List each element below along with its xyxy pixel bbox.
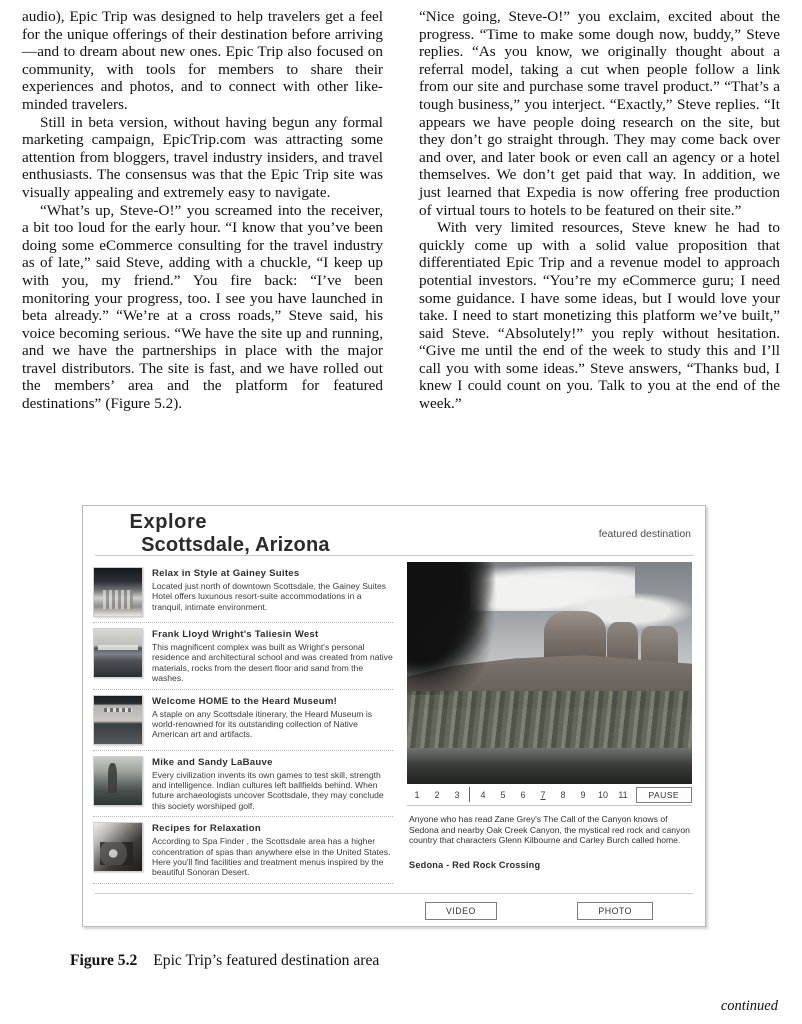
right-text-column [419,8,780,413]
paragraph: Still in beta version, without having begun any formal marketing campaign, EpicTrip.com was attracting some attention from bloggers, travel industry insiders, and travel enthusiasts. The consensus was that the Epic Trip site was visually appealing and extremely easy to navigate. [22,113,383,201]
attraction-description: A staple on any Scottsdale itinerary, the Heard Museum is world-renowned for its outstanding collection of Native American art and artifacts. [152,708,373,740]
photo-caption: Anyone who has read Zane Grey's The Call of the Canyon knows of Sedona and nearby Oak Creek Canyon, the mystical red rock and canyon country that characters Glenn Kilbourne and Carley Burch called home. [409,814,690,846]
pager-page-10[interactable]: 10 [597,789,608,800]
paragraph: “Nice going, Steve-O!” you exclaim, excited about the progress. “Time to make some dough now, buddy,” Steve replies. “As you know, we originally thought about a referral model, taking a cut when people follow a link from our site and purchase some travel product.” “That’s a tough business,” you interject. “Exactly,” Steve replies. “It appears we have people doing research on the site, but they don’t go straight through. They may come back over and over, and later book or even call an agency or a hotel themselves. We don’t get paid that way. In addition, we just learned that Expedia is now offering free production of virtual tours to hotels to be featured on their site.” [419,8,780,219]
attraction-text [152,628,393,684]
video-button[interactable]: VIDEO [425,902,497,920]
pager-page-7-active[interactable]: 7 [540,789,546,800]
photo-button[interactable]: PHOTO [577,902,653,920]
attraction-text [152,756,393,812]
attraction-thumbnail-icon[interactable] [93,567,143,617]
attraction-title[interactable]: Relax in Style at Gainey Suites [152,568,300,579]
attraction-text [152,695,393,745]
photo-pagination[interactable] [407,784,692,806]
pager-divider [469,787,470,802]
attraction-description: This magnificent complex was built as Wright's personal residence and architectural school and was created from native materials, rocks from the desert floor and sand from the washes. [152,642,393,684]
figure-caption [70,952,379,970]
pause-button[interactable]: PAUSE [636,787,693,803]
photo-foliage [407,691,692,753]
pager-page-1[interactable]: 1 [414,789,420,800]
list-item[interactable] [93,817,393,884]
attraction-description: Every civilization invents its own games to test skill, strength and intelligence. Indian cultures left ballfields behind. When future archaeologists uncover Scottsdale, they may conclude this society worshiped golf. [152,769,384,811]
left-text-column [22,8,383,413]
panel-subtitle: featured destination [598,528,691,540]
attraction-text [152,567,393,617]
figure-caption-text: Epic Trip’s featured destination area [153,952,380,969]
photo-tree-branch [407,562,521,695]
panel-footer [95,893,693,920]
featured-destination-panel [82,505,706,927]
figure-label: Figure 5.2 [70,952,138,969]
attraction-description: Located just north of downtown Scottsdale, the Gainey Suites Hotel offers luxunous resort-suite accommodations in a tranquil, intimate environment. [152,581,387,612]
panel-title-place: Scottsdale, Arizona [141,534,330,556]
attraction-thumbnail-icon[interactable] [93,628,143,678]
attraction-title[interactable]: Recipes for Relaxation [152,823,261,835]
pager-page-5[interactable]: 5 [500,789,506,800]
list-item[interactable] [93,623,393,690]
featured-media [401,562,689,924]
page-footer-continued: continued [720,998,778,1014]
list-item[interactable] [93,690,393,751]
pager-page-6[interactable]: 6 [520,789,526,800]
attraction-title[interactable]: Mike and Sandy LaBauve [152,756,273,768]
attraction-thumbnail-icon[interactable] [93,756,143,806]
pager-page-9[interactable]: 9 [580,789,586,800]
paragraph: With very limited resources, Steve knew he had to quickly come up with a solid value proposition that differentiated Epic Trip and a revenue model to approach potential investors. “You’re my eCommerce guru; I need some guidance. I have some ideas, but I would love your take. I need to start monetizing this platform we’ve built,” said Steve. “Absolutely!” you reply without hesitation. “Give me until the end of the week to study this and I’ll call you with some ideas.” Steve answers, “Thanks bud, I knew I could count on you. Talk to you at the end of the week.” [419,219,780,413]
panel-body [83,556,705,924]
paragraph: audio), Epic Trip was designed to help travelers get a feel for the unique offerings of their destination before arriving—and to dream about new ones. Epic Trip also focused on community, with tools for members to share their experiences and photos, and to connect with other like-minded travelers. [22,8,383,113]
pager-page-3[interactable]: 3 [454,789,460,800]
attraction-description: According to Spa Finder , the Scottsdale area has a higher concentration of spas than anywhere else in the United States. Here you'll find facilities and treatment menus inspired by the beautiful Sonoran Desert. [152,836,391,878]
pager-page-2[interactable]: 2 [434,789,440,800]
pager-page-8[interactable]: 8 [560,789,566,800]
attraction-list [93,562,401,924]
featured-photo[interactable] [407,562,692,784]
attraction-text [152,822,393,878]
photo-creek [407,748,692,784]
attraction-title[interactable]: Welcome HOME to the Heard Museum! [152,695,338,707]
panel-title-lead: Explore [129,511,208,533]
attraction-title[interactable]: Frank Lloyd Wright's Taliesin West [152,629,319,640]
photo-location-label: Sedona - Red Rock Crossing [409,859,541,870]
paragraph: “What’s up, Steve-O!” you screamed into the receiver, a bit too loud for the early hour. “I know that you’ve been doing some eCommerce consulting for the travel industry as of late,” said Steve, adding with a chuckle, “I keep up with you, my friend.” You fire back: “I’ve been monitoring your progress, too. I see you have launched in beta already.” “We’re at a cross roads,” Steve said, his voice becoming serious. “We have the site up and running, and we have the partnerships in place with the major travel distributors. The site is fast, and we have rolled out the members’ area and the platform for featured destinations” (Figure 5.2). [22,201,383,413]
body-text-columns [22,8,780,413]
pager-page-4[interactable]: 4 [480,789,486,800]
list-item[interactable] [93,751,393,818]
list-item[interactable] [93,562,393,623]
attraction-thumbnail-icon[interactable] [93,695,143,745]
panel-header [95,513,693,556]
pager-page-11[interactable]: 11 [618,789,628,800]
attraction-thumbnail-icon[interactable] [93,822,143,872]
